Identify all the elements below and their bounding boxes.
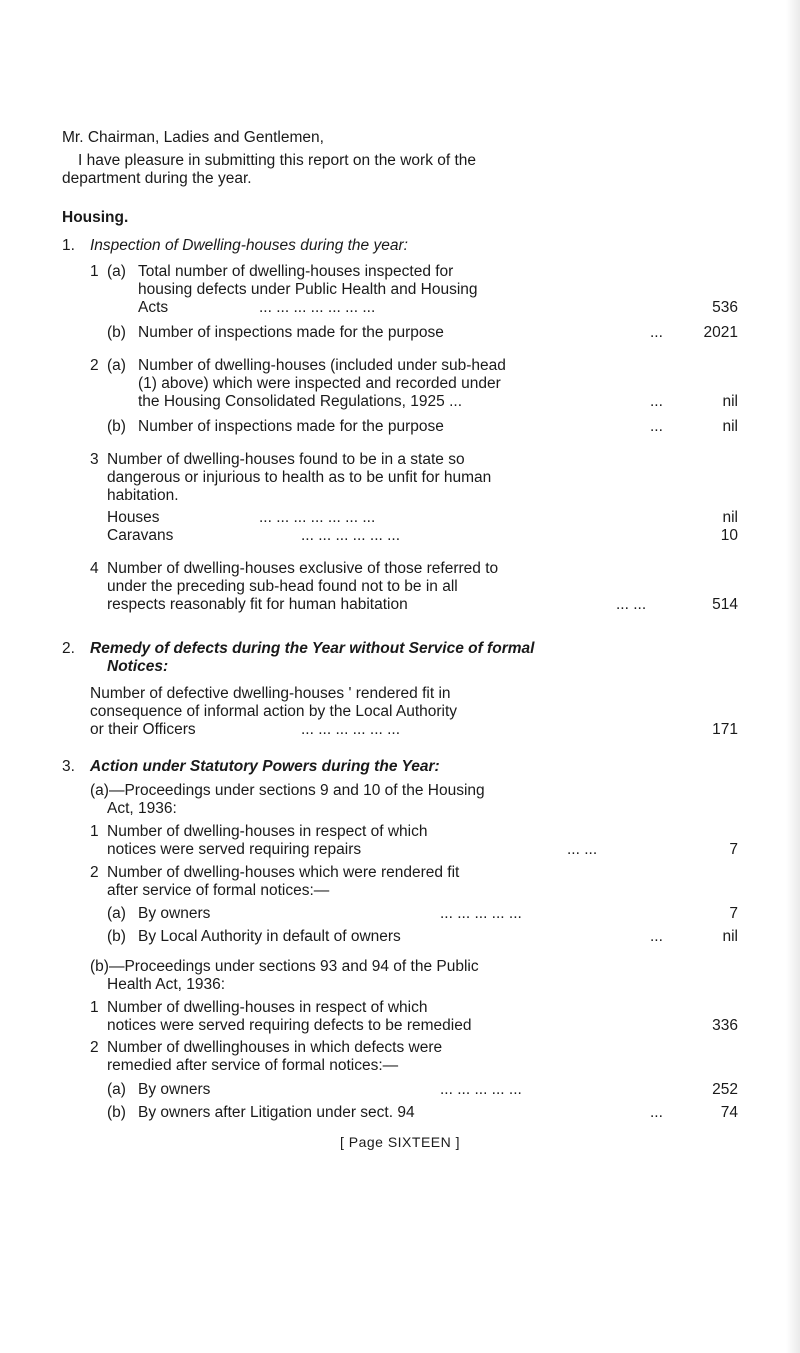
s3-number: 3. [62, 758, 75, 775]
s1-a2-line-2: (1) above) which were inspected and recorded under [138, 375, 501, 392]
s1-a2-label: (a) [107, 357, 126, 374]
s3-a-i2-line-2: after service of formal notices:— [107, 882, 330, 899]
s1-a1-number: 1 [90, 263, 99, 280]
page-footer: [ Page SIXTEEN ] [339, 1134, 461, 1150]
s3-b-ia-leader: ... ... ... ... ... [440, 1081, 522, 1098]
s3-a-ib-label: (b) [107, 928, 126, 945]
s1-b2-label: (b) [107, 418, 126, 435]
s3-a-i1-number: 1 [90, 823, 99, 840]
s2-title-1: Remedy of defects during the Year without Service of formal [90, 640, 535, 657]
s1-i4-line-1: Number of dwelling-houses exclusive of those referred to [107, 560, 499, 577]
s3-b-ib-leader: ... [650, 1104, 663, 1121]
s3-b-ib-value: 74 [720, 1104, 738, 1121]
s1-i4-leader: ... ... [616, 596, 647, 613]
s1-a2-leader: ... [650, 393, 663, 410]
s1-i3-number: 3 [90, 451, 99, 468]
s1-i4-value: 514 [712, 596, 738, 613]
s3-a-ib-value: nil [722, 928, 738, 945]
s3-a-ib-text: By Local Authority in default of owners [138, 928, 401, 945]
s1-i4-number: 4 [90, 560, 99, 577]
s1-a1-line-2: housing defects under Public Health and Housing [138, 281, 478, 298]
page-edge-shadow [786, 0, 800, 1353]
s1-i4-line-3: respects reasonably fit for human habitation [107, 596, 408, 613]
s1-a1-line-1: Total number of dwelling-houses inspected for [138, 263, 454, 280]
s1-b1-line-1: Number of inspections made for the purpose [138, 324, 444, 341]
s3-a-heading-1: (a)—Proceedings under sections 9 and 10 of the Housing [90, 782, 485, 799]
s3-a-i1-line-1: Number of dwelling-houses in respect of which [107, 823, 428, 840]
s3-a-ia-label: (a) [107, 905, 126, 922]
s3-title: Action under Statutory Powers during the Year: [90, 758, 440, 775]
s3-b-i1-value: 336 [712, 1017, 738, 1034]
s2-value: 171 [712, 721, 738, 738]
s1-i3-houses-value: nil [722, 509, 738, 526]
s1-a2-line-3: the Housing Consolidated Regulations, 1925 ... [138, 393, 462, 410]
s1-title: Inspection of Dwelling-houses during the year: [90, 237, 408, 254]
s3-a-ia-value: 7 [729, 905, 738, 922]
s1-i3-caravans-leader: ... ... ... ... ... ... [301, 527, 401, 544]
s1-b1-value: 2021 [703, 324, 738, 341]
s1-i3-houses-label: Houses [107, 509, 160, 526]
s2-number: 2. [62, 640, 75, 657]
s1-a1-leader: ... ... ... ... ... ... ... [259, 299, 376, 316]
s3-b-ia-label: (a) [107, 1081, 126, 1098]
s1-i4-line-2: under the preceding sub-head found not to be in all [107, 578, 458, 595]
s1-a1-label: (a) [107, 263, 126, 280]
s3-b-i1-number: 1 [90, 999, 99, 1016]
section-heading: Housing. [62, 209, 129, 226]
s3-b-i2-number: 2 [90, 1039, 99, 1056]
s1-i3-line-3: habitation. [107, 487, 179, 504]
s1-i3-line-1: Number of dwelling-houses found to be in a state so [107, 451, 465, 468]
s2-leader: ... ... ... ... ... ... [301, 721, 401, 738]
s3-b-ia-text: By owners [138, 1081, 211, 1098]
s3-b-i1-line-2: notices were served requiring defects to be remedied [107, 1017, 472, 1034]
s3-b-heading-1: (b)—Proceedings under sections 93 and 94 of the Public [90, 958, 479, 975]
s3-b-i1-line-1: Number of dwelling-houses in respect of which [107, 999, 428, 1016]
s3-a-i2-line-1: Number of dwelling-houses which were rendered fit [107, 864, 460, 881]
s1-b1-leader: ... [650, 324, 663, 341]
s3-a-ia-leader: ... ... ... ... ... [440, 905, 522, 922]
s3-b-ib-label: (b) [107, 1104, 126, 1121]
s3-b-ia-value: 252 [712, 1081, 738, 1098]
s1-a2-value: nil [722, 393, 738, 410]
s2-title-2: Notices: [107, 658, 169, 675]
s3-b-i2-line-2: remedied after service of formal notices:— [107, 1057, 399, 1074]
s1-b2-value: nil [722, 418, 738, 435]
s3-a-heading-2: Act, 1936: [107, 800, 177, 817]
s3-a-i1-line-2: notices were served requiring repairs [107, 841, 362, 858]
s1-i3-line-2: dangerous or injurious to health as to be unfit for human [107, 469, 492, 486]
s3-a-i1-leader: ... ... [567, 841, 598, 858]
s2-line-1: Number of defective dwelling-houses ' rendered fit in [90, 685, 451, 702]
intro-line-1: I have pleasure in submitting this report on the work of the [78, 152, 477, 169]
s1-i3-houses-leader: ... ... ... ... ... ... ... [259, 509, 376, 526]
s1-a2-number: 2 [90, 357, 99, 374]
s3-b-heading-2: Health Act, 1936: [107, 976, 226, 993]
s2-line-2: consequence of informal action by the Local Authority [90, 703, 458, 720]
s2-line-3: or their Officers [90, 721, 196, 738]
salutation: Mr. Chairman, Ladies and Gentlemen, [62, 129, 324, 146]
s3-a-i2-number: 2 [90, 864, 99, 881]
s1-i3-caravans-label: Caravans [107, 527, 174, 544]
s1-b2-leader: ... [650, 418, 663, 435]
s1-a2-line-1: Number of dwelling-houses (included under sub-head [138, 357, 506, 374]
s1-a1-line-3: Acts [138, 299, 169, 316]
s3-b-i2-line-1: Number of dwellinghouses in which defects were [107, 1039, 443, 1056]
s1-i3-caravans-value: 10 [720, 527, 738, 544]
s3-a-ib-leader: ... [650, 928, 663, 945]
s1-b2-line-1: Number of inspections made for the purpose [138, 418, 444, 435]
intro-line-2: department during the year. [62, 170, 252, 187]
s3-a-i1-value: 7 [729, 841, 738, 858]
s3-a-ia-text: By owners [138, 905, 211, 922]
s1-number: 1. [62, 237, 75, 254]
s1-a1-value: 536 [712, 299, 738, 316]
s3-b-ib-text: By owners after Litigation under sect. 94 [138, 1104, 415, 1121]
s1-b1-label: (b) [107, 324, 126, 341]
